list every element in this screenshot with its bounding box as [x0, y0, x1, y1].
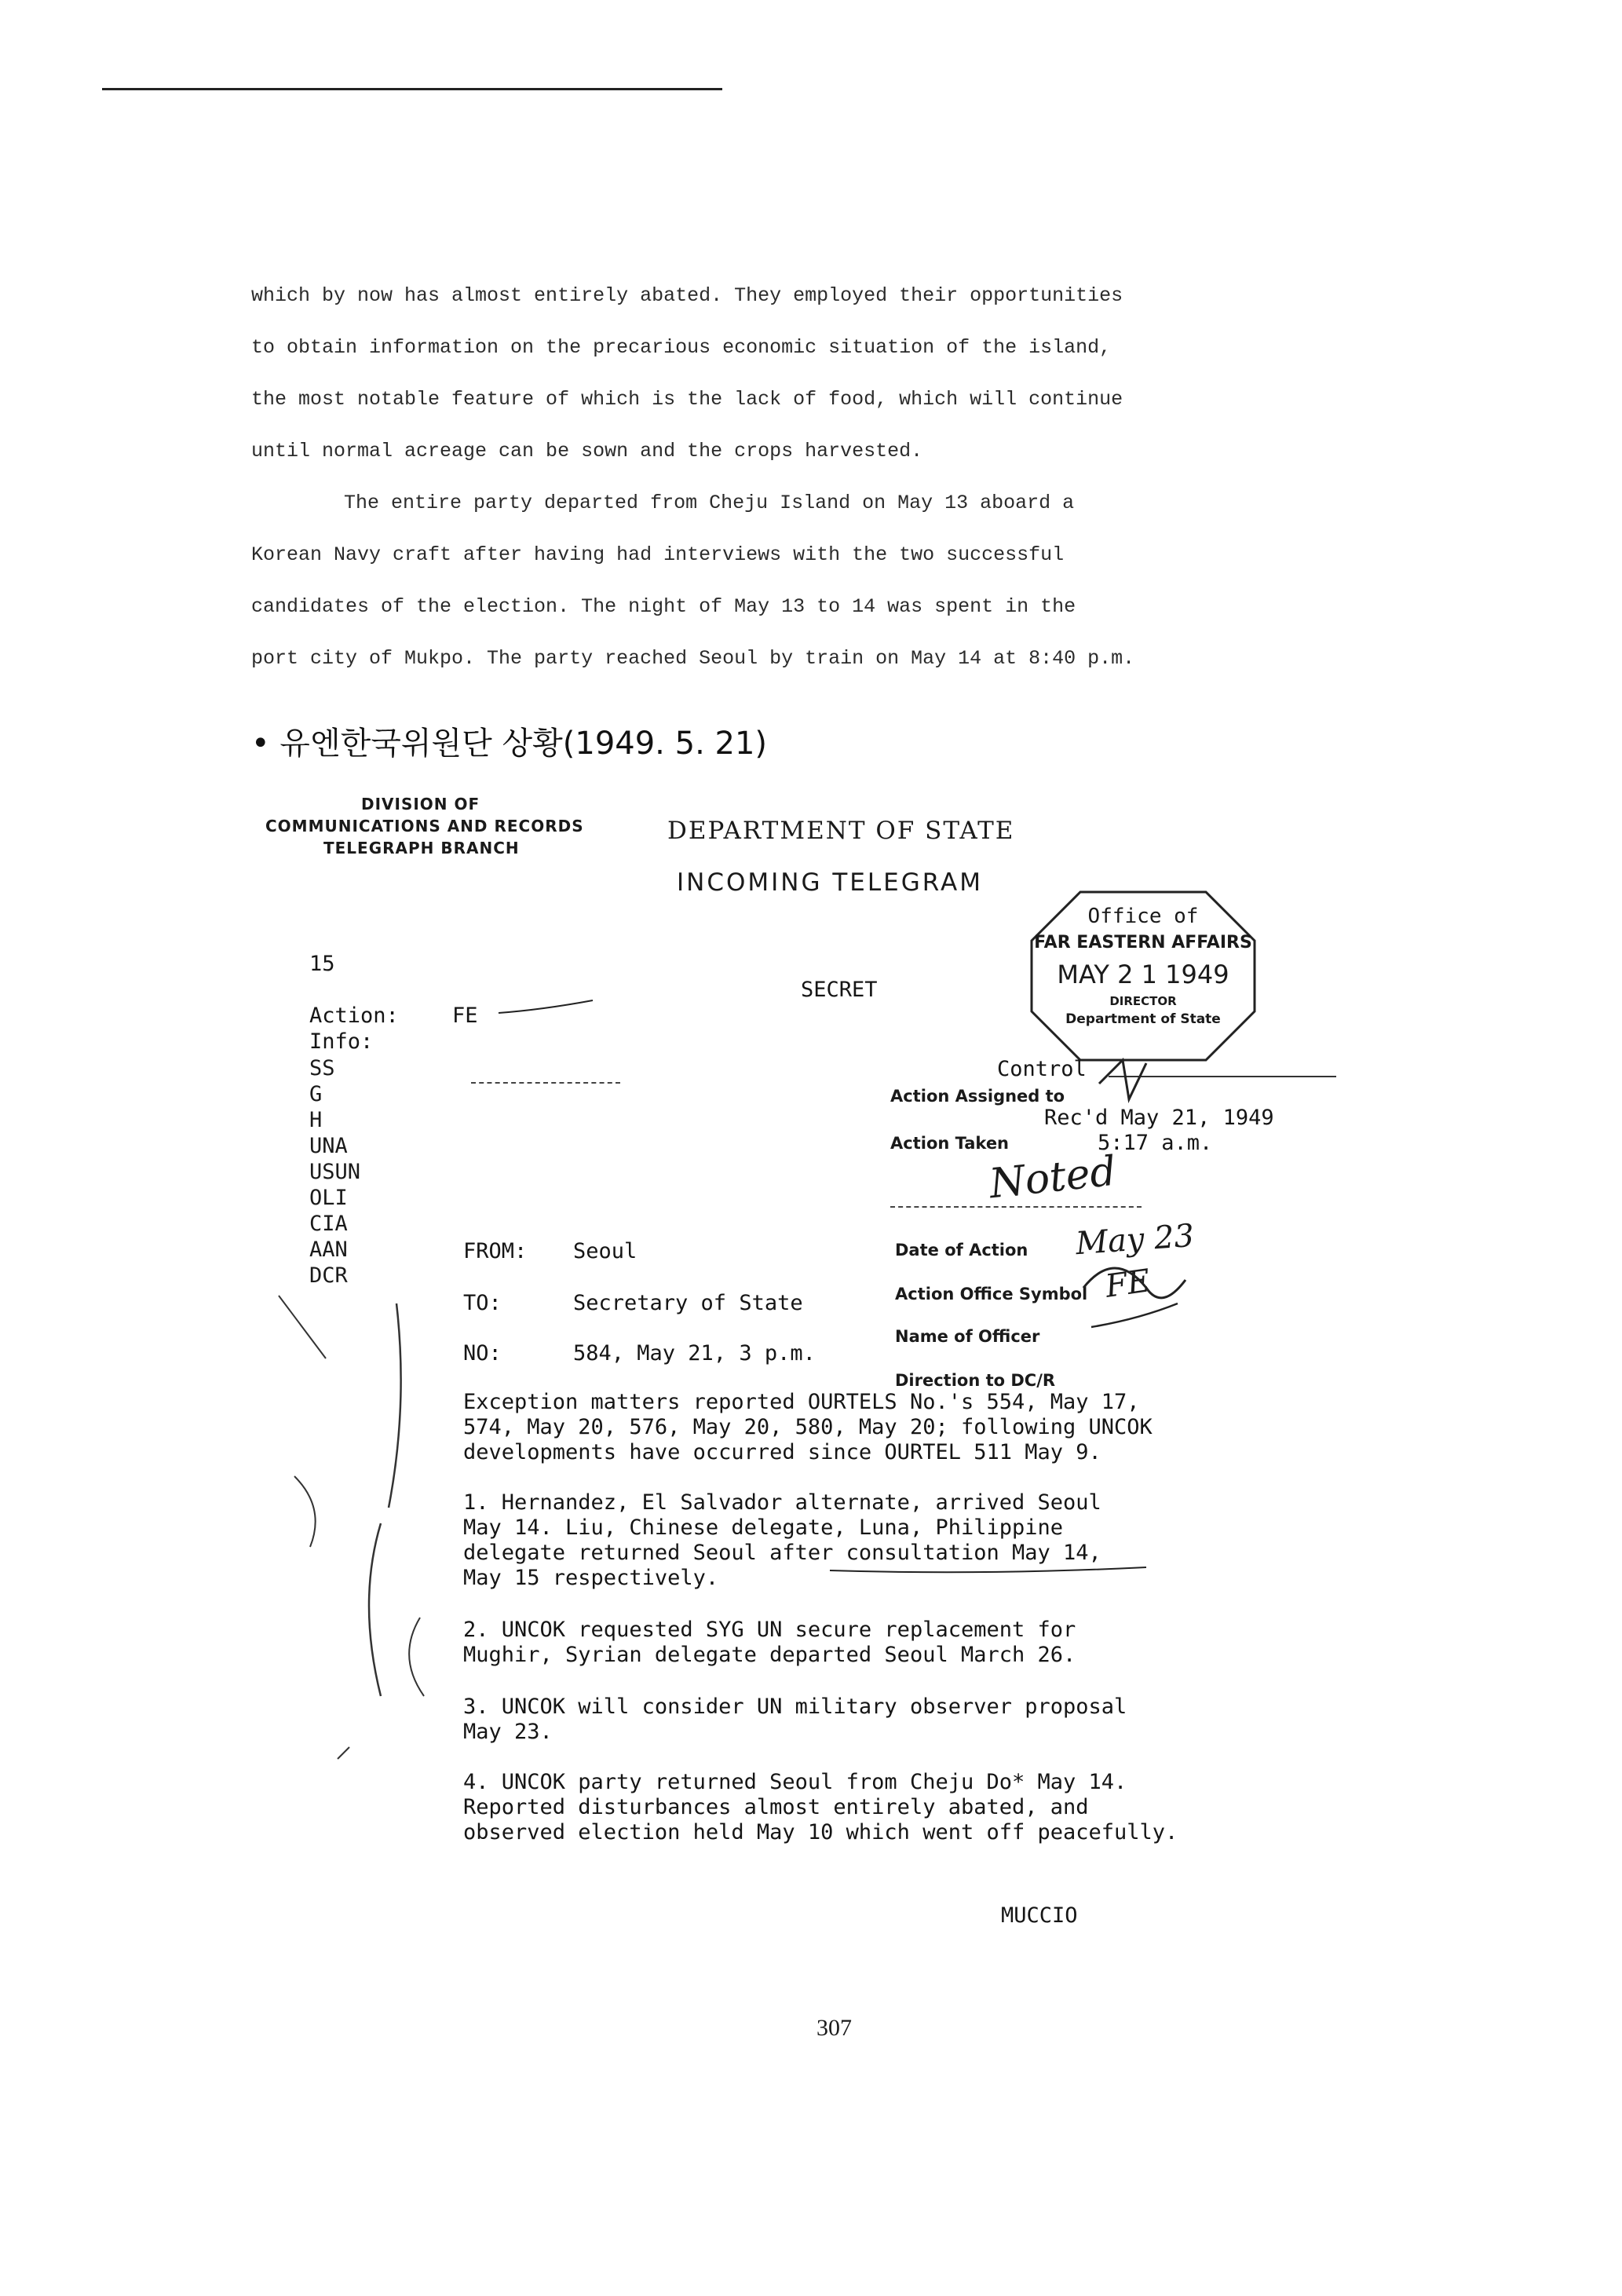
- text-line: Korean Navy craft after having had interviews with the two successful: [251, 543, 1065, 566]
- signature: MUCCIO: [1001, 1903, 1078, 1928]
- no-value: 584, May 21, 3 p.m.: [573, 1341, 816, 1366]
- routing-code: UNA: [309, 1134, 348, 1158]
- text-line: The entire party departed from Cheju Island on May 13 aboard a: [344, 492, 1075, 514]
- control-label: Control: [997, 1057, 1087, 1081]
- to-label: TO:: [463, 1291, 502, 1315]
- incoming-telegram-title: INCOMING TELEGRAM: [677, 868, 983, 897]
- action-office-label: Action Office Symbol: [895, 1285, 1088, 1303]
- division-label: TELEGRAPH BRANCH: [323, 839, 520, 857]
- body-line: May 14. Liu, Chinese delegate, Luna, Philippine: [463, 1515, 1064, 1540]
- department-title: DEPARTMENT OF STATE: [667, 817, 1015, 845]
- page-number: 307: [816, 2015, 852, 2041]
- division-label: DIVISION OF: [361, 795, 480, 813]
- body-line: Exception matters reported OURTELS No.'s 554, May 17,: [463, 1390, 1140, 1414]
- action-taken-label: Action Taken: [890, 1134, 1010, 1153]
- received-date: Rec'd May 21, 1949: [1044, 1106, 1274, 1130]
- received-time: 5:17 a.m.: [1098, 1131, 1213, 1155]
- routing-code: H: [309, 1108, 323, 1132]
- body-line: 3. UNCOK will consider UN military observer proposal: [463, 1695, 1127, 1719]
- dashed-rule: [471, 1082, 620, 1084]
- handwritten-noted: Noted: [987, 1147, 1119, 1208]
- text-line: candidates of the election. The night of May 13 to 14 was spent in the: [251, 595, 1076, 618]
- pen-scribbles: [1068, 1052, 1209, 1351]
- routing-code: CIA: [309, 1212, 348, 1236]
- from-label: FROM:: [463, 1239, 528, 1263]
- body-line: 2. UNCOK requested SYG UN secure replacement for: [463, 1618, 1076, 1642]
- body-line: May 15 respectively.: [463, 1566, 719, 1590]
- hand-underline: [828, 1564, 1150, 1577]
- text-line: which by now has almost entirely abated. They employed their opportunities: [251, 284, 1123, 307]
- text-line: until normal acreage can be sown and the crops harvested.: [251, 440, 923, 462]
- action-assigned-label: Action Assigned to: [890, 1087, 1065, 1106]
- telegram-number: 15: [309, 952, 335, 976]
- body-line: 574, May 20, 576, May 20, 580, May 20; following UNCOK: [463, 1415, 1153, 1439]
- handwritten-office: FE: [1103, 1263, 1153, 1305]
- text-line: port city of Mukpo. The party reached Seoul by train on May 14 at 8:40 p.m.: [251, 647, 1135, 670]
- body-line: Reported disturbances almost entirely abated, and: [463, 1795, 1089, 1819]
- date-of-action-label: Date of Action: [895, 1241, 1028, 1260]
- routing-code: AAN: [309, 1238, 348, 1262]
- division-label: COMMUNICATIONS AND RECORDS: [265, 817, 584, 835]
- body-line: observed election held May 10 which went off peacefully.: [463, 1820, 1178, 1844]
- body-line: Mughir, Syrian delegate departed Seoul March 26.: [463, 1643, 1076, 1667]
- routing-code: DCR: [309, 1263, 348, 1288]
- top-rule: [102, 88, 722, 90]
- stamp-line: DIRECTOR: [1109, 994, 1177, 1008]
- office-stamp: [1025, 886, 1261, 1066]
- text-line: to obtain information on the precarious economic situation of the island,: [251, 336, 1112, 359]
- routing-code: USUN: [309, 1160, 361, 1184]
- section-heading: • 유엔한국위원단 상황(1949. 5. 21): [251, 726, 767, 762]
- margin-scribbles: [263, 1288, 444, 1790]
- text-line: the most notable feature of which is the lack of food, which will continue: [251, 388, 1123, 411]
- body-line: developments have occurred since OURTEL 511 May 9.: [463, 1440, 1101, 1464]
- stamp-line: FAR EASTERN AFFAIRS: [1034, 933, 1252, 952]
- routing-list: [309, 1055, 360, 1289]
- body-line: May 23.: [463, 1720, 553, 1744]
- action-value: FE: [452, 1004, 478, 1028]
- stamp-line: Office of: [1087, 905, 1199, 928]
- to-value: Secretary of State: [573, 1291, 803, 1315]
- stamp-date: MAY 2 1 1949: [1057, 960, 1229, 989]
- direction-label: Direction to DC/R: [895, 1371, 1056, 1390]
- body-line: 4. UNCOK party returned Seoul from Cheju Do* May 14.: [463, 1770, 1127, 1794]
- body-line: 1. Hernandez, El Salvador alternate, arrived Seoul: [463, 1490, 1101, 1515]
- routing-code: G: [309, 1082, 323, 1106]
- routing-code: OLI: [309, 1186, 348, 1210]
- pen-stroke: [495, 996, 597, 1019]
- body-line: delegate returned Seoul after consultation May 14,: [463, 1541, 1101, 1565]
- stamp-line: Department of State: [1065, 1011, 1221, 1027]
- action-label: Action:: [309, 1004, 399, 1028]
- classification: SECRET: [801, 978, 878, 1002]
- from-value: Seoul: [573, 1239, 637, 1263]
- routing-code: SS: [309, 1056, 335, 1080]
- handwritten-date: May 23: [1074, 1217, 1196, 1263]
- no-label: NO:: [463, 1341, 502, 1366]
- info-label: Info:: [309, 1029, 374, 1054]
- name-of-officer-label: Name of Officer: [895, 1327, 1040, 1346]
